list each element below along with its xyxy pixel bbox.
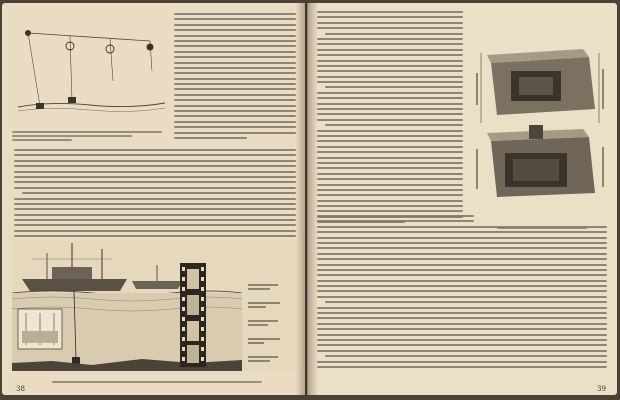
page-number-left: 38	[16, 385, 25, 393]
page-number-right: 39	[597, 385, 606, 393]
book-gutter	[296, 3, 318, 395]
figure-sounding-weights-drawing	[10, 11, 170, 129]
right-body-text	[317, 215, 607, 371]
figure-caption-top	[12, 131, 162, 143]
figure-caption-bottom	[52, 381, 262, 385]
figure-hydrostat-device	[471, 13, 609, 223]
right-page	[307, 3, 617, 395]
right-top-left-column-text	[317, 11, 463, 227]
figure-ship-sounding-chart	[12, 239, 298, 371]
left-page	[2, 3, 305, 395]
left-body-text	[14, 149, 296, 241]
left-top-right-column-text	[174, 13, 296, 142]
